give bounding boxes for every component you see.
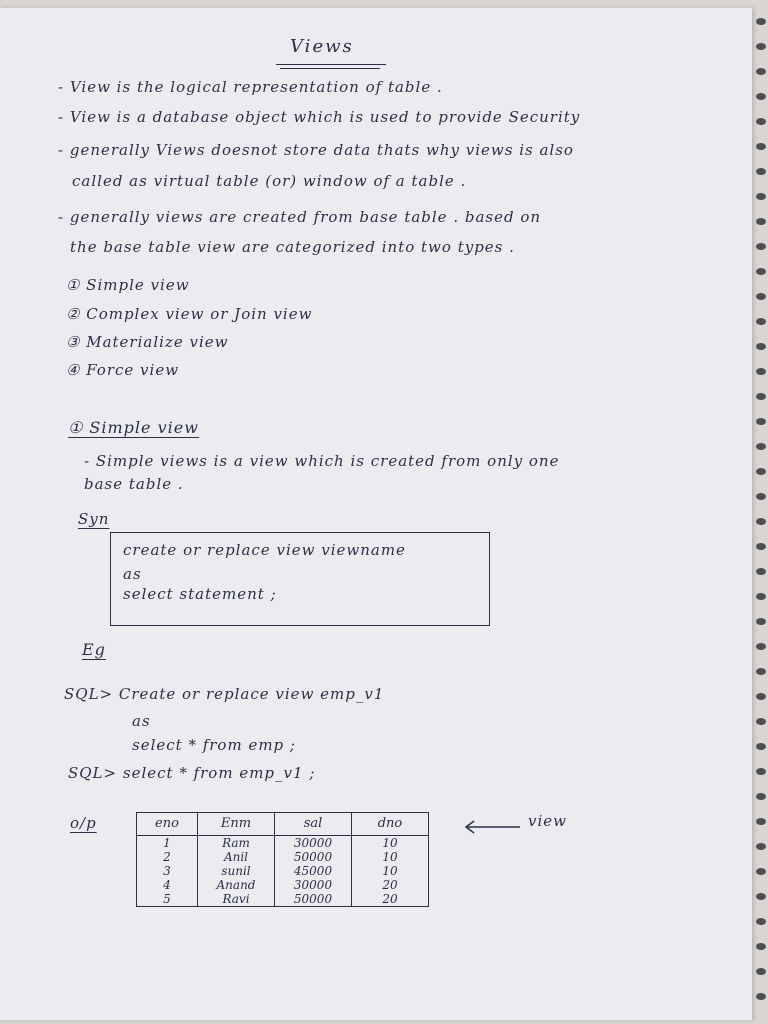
cell-dno: 20 [352, 878, 429, 892]
cell-eno: 2 [137, 850, 198, 864]
table-row [137, 864, 429, 878]
table-row [137, 850, 429, 864]
spiral-ring [756, 518, 766, 525]
cell-eno: 1 [137, 836, 198, 851]
spiral-ring [756, 118, 766, 125]
table-row [137, 892, 429, 907]
syntax-box [110, 532, 490, 626]
col-header-eno: eno [137, 813, 198, 836]
spiral-ring [756, 543, 766, 550]
spiral-ring [756, 893, 766, 900]
example-line-3: select * from emp ; [132, 736, 296, 754]
cell-sal: 45000 [275, 864, 352, 878]
col-header-enm: Enm [198, 813, 275, 836]
type-item-2: ② Complex view or Join view [66, 305, 313, 323]
type-item-4: ④ Force view [66, 361, 180, 379]
cell-enm: Ravi [198, 892, 275, 907]
cell-sal: 30000 [275, 836, 352, 851]
cell-dno: 10 [352, 836, 429, 851]
page-title: Views [290, 36, 354, 57]
spiral-ring [756, 768, 766, 775]
output-label: o/p [70, 814, 97, 832]
syntax-line-3: select statement ; [123, 585, 277, 603]
spiral-ring [756, 568, 766, 575]
spiral-ring [756, 418, 766, 425]
spiral-ring [756, 643, 766, 650]
spiral-ring [756, 68, 766, 75]
type-item-1: ① Simple view [66, 276, 190, 294]
spiral-ring [756, 618, 766, 625]
spiral-ring [756, 793, 766, 800]
spiral-ring [756, 293, 766, 300]
spiral-ring [756, 918, 766, 925]
spiral-ring [756, 968, 766, 975]
spiral-ring [756, 993, 766, 1000]
spiral-ring [756, 593, 766, 600]
spiral-binding [750, 0, 768, 1024]
section-heading-simple-view: ① Simple view [68, 418, 199, 437]
table-row [137, 878, 429, 892]
spiral-ring [756, 843, 766, 850]
arrow-left-icon [462, 820, 522, 834]
spiral-ring [756, 468, 766, 475]
cell-eno: 5 [137, 892, 198, 907]
spiral-ring [756, 943, 766, 950]
cell-dno: 20 [352, 892, 429, 907]
example-line-2: as [132, 712, 151, 730]
cell-dno: 10 [352, 850, 429, 864]
spiral-ring [756, 93, 766, 100]
example-line-4: SQL> select * from emp_v1 ; [68, 764, 316, 782]
syntax-label: Syn [78, 510, 110, 528]
table-header-row [137, 813, 429, 836]
spiral-ring [756, 18, 766, 25]
title-underline [276, 64, 386, 65]
spiral-ring [756, 318, 766, 325]
cell-enm: Ram [198, 836, 275, 851]
spiral-ring [756, 818, 766, 825]
bullet-line-2: - View is a database object which is used to provide Security [58, 108, 581, 126]
spiral-ring [756, 493, 766, 500]
cell-dno: 10 [352, 864, 429, 878]
cell-enm: sunil [198, 864, 275, 878]
spiral-ring [756, 43, 766, 50]
bullet-line-6: the base table view are categorized into two types . [70, 238, 515, 256]
example-label: Eg [82, 640, 106, 659]
simple-desc-line-1: - Simple views is a view which is created from only one [84, 452, 560, 470]
spiral-ring [756, 668, 766, 675]
col-header-sal: sal [275, 813, 352, 836]
cell-sal: 50000 [275, 850, 352, 864]
spiral-ring [756, 143, 766, 150]
view-label: view [528, 812, 567, 830]
bullet-line-1: - View is the logical representation of table . [58, 78, 443, 96]
output-table [136, 812, 429, 907]
spiral-ring [756, 718, 766, 725]
cell-sal: 30000 [275, 878, 352, 892]
spiral-ring [756, 218, 766, 225]
spiral-ring [756, 343, 766, 350]
simple-desc-line-2: base table . [84, 475, 184, 493]
cell-eno: 4 [137, 878, 198, 892]
syntax-line-2: as [123, 565, 142, 583]
spiral-ring [756, 743, 766, 750]
spiral-ring [756, 443, 766, 450]
cell-sal: 50000 [275, 892, 352, 907]
example-line-1: SQL> Create or replace view emp_v1 [64, 685, 385, 703]
col-header-dno: dno [352, 813, 429, 836]
table-row [137, 836, 429, 851]
spiral-ring [756, 368, 766, 375]
spiral-ring [756, 268, 766, 275]
cell-enm: Anil [198, 850, 275, 864]
spiral-ring [756, 193, 766, 200]
syntax-line-1: create or replace view viewname [123, 541, 406, 559]
bullet-line-4: called as virtual table (or) window of a table . [72, 172, 467, 190]
bullet-line-3: - generally Views doesnot store data thats why views is also [58, 141, 574, 159]
spiral-ring [756, 243, 766, 250]
spiral-ring [756, 393, 766, 400]
type-item-3: ③ Materialize view [66, 333, 229, 351]
title-underline-2 [280, 68, 380, 69]
cell-enm: Anand [198, 878, 275, 892]
spiral-ring [756, 168, 766, 175]
cell-eno: 3 [137, 864, 198, 878]
spiral-ring [756, 868, 766, 875]
bullet-line-5: - generally views are created from base table . based on [58, 208, 542, 226]
spiral-ring [756, 693, 766, 700]
